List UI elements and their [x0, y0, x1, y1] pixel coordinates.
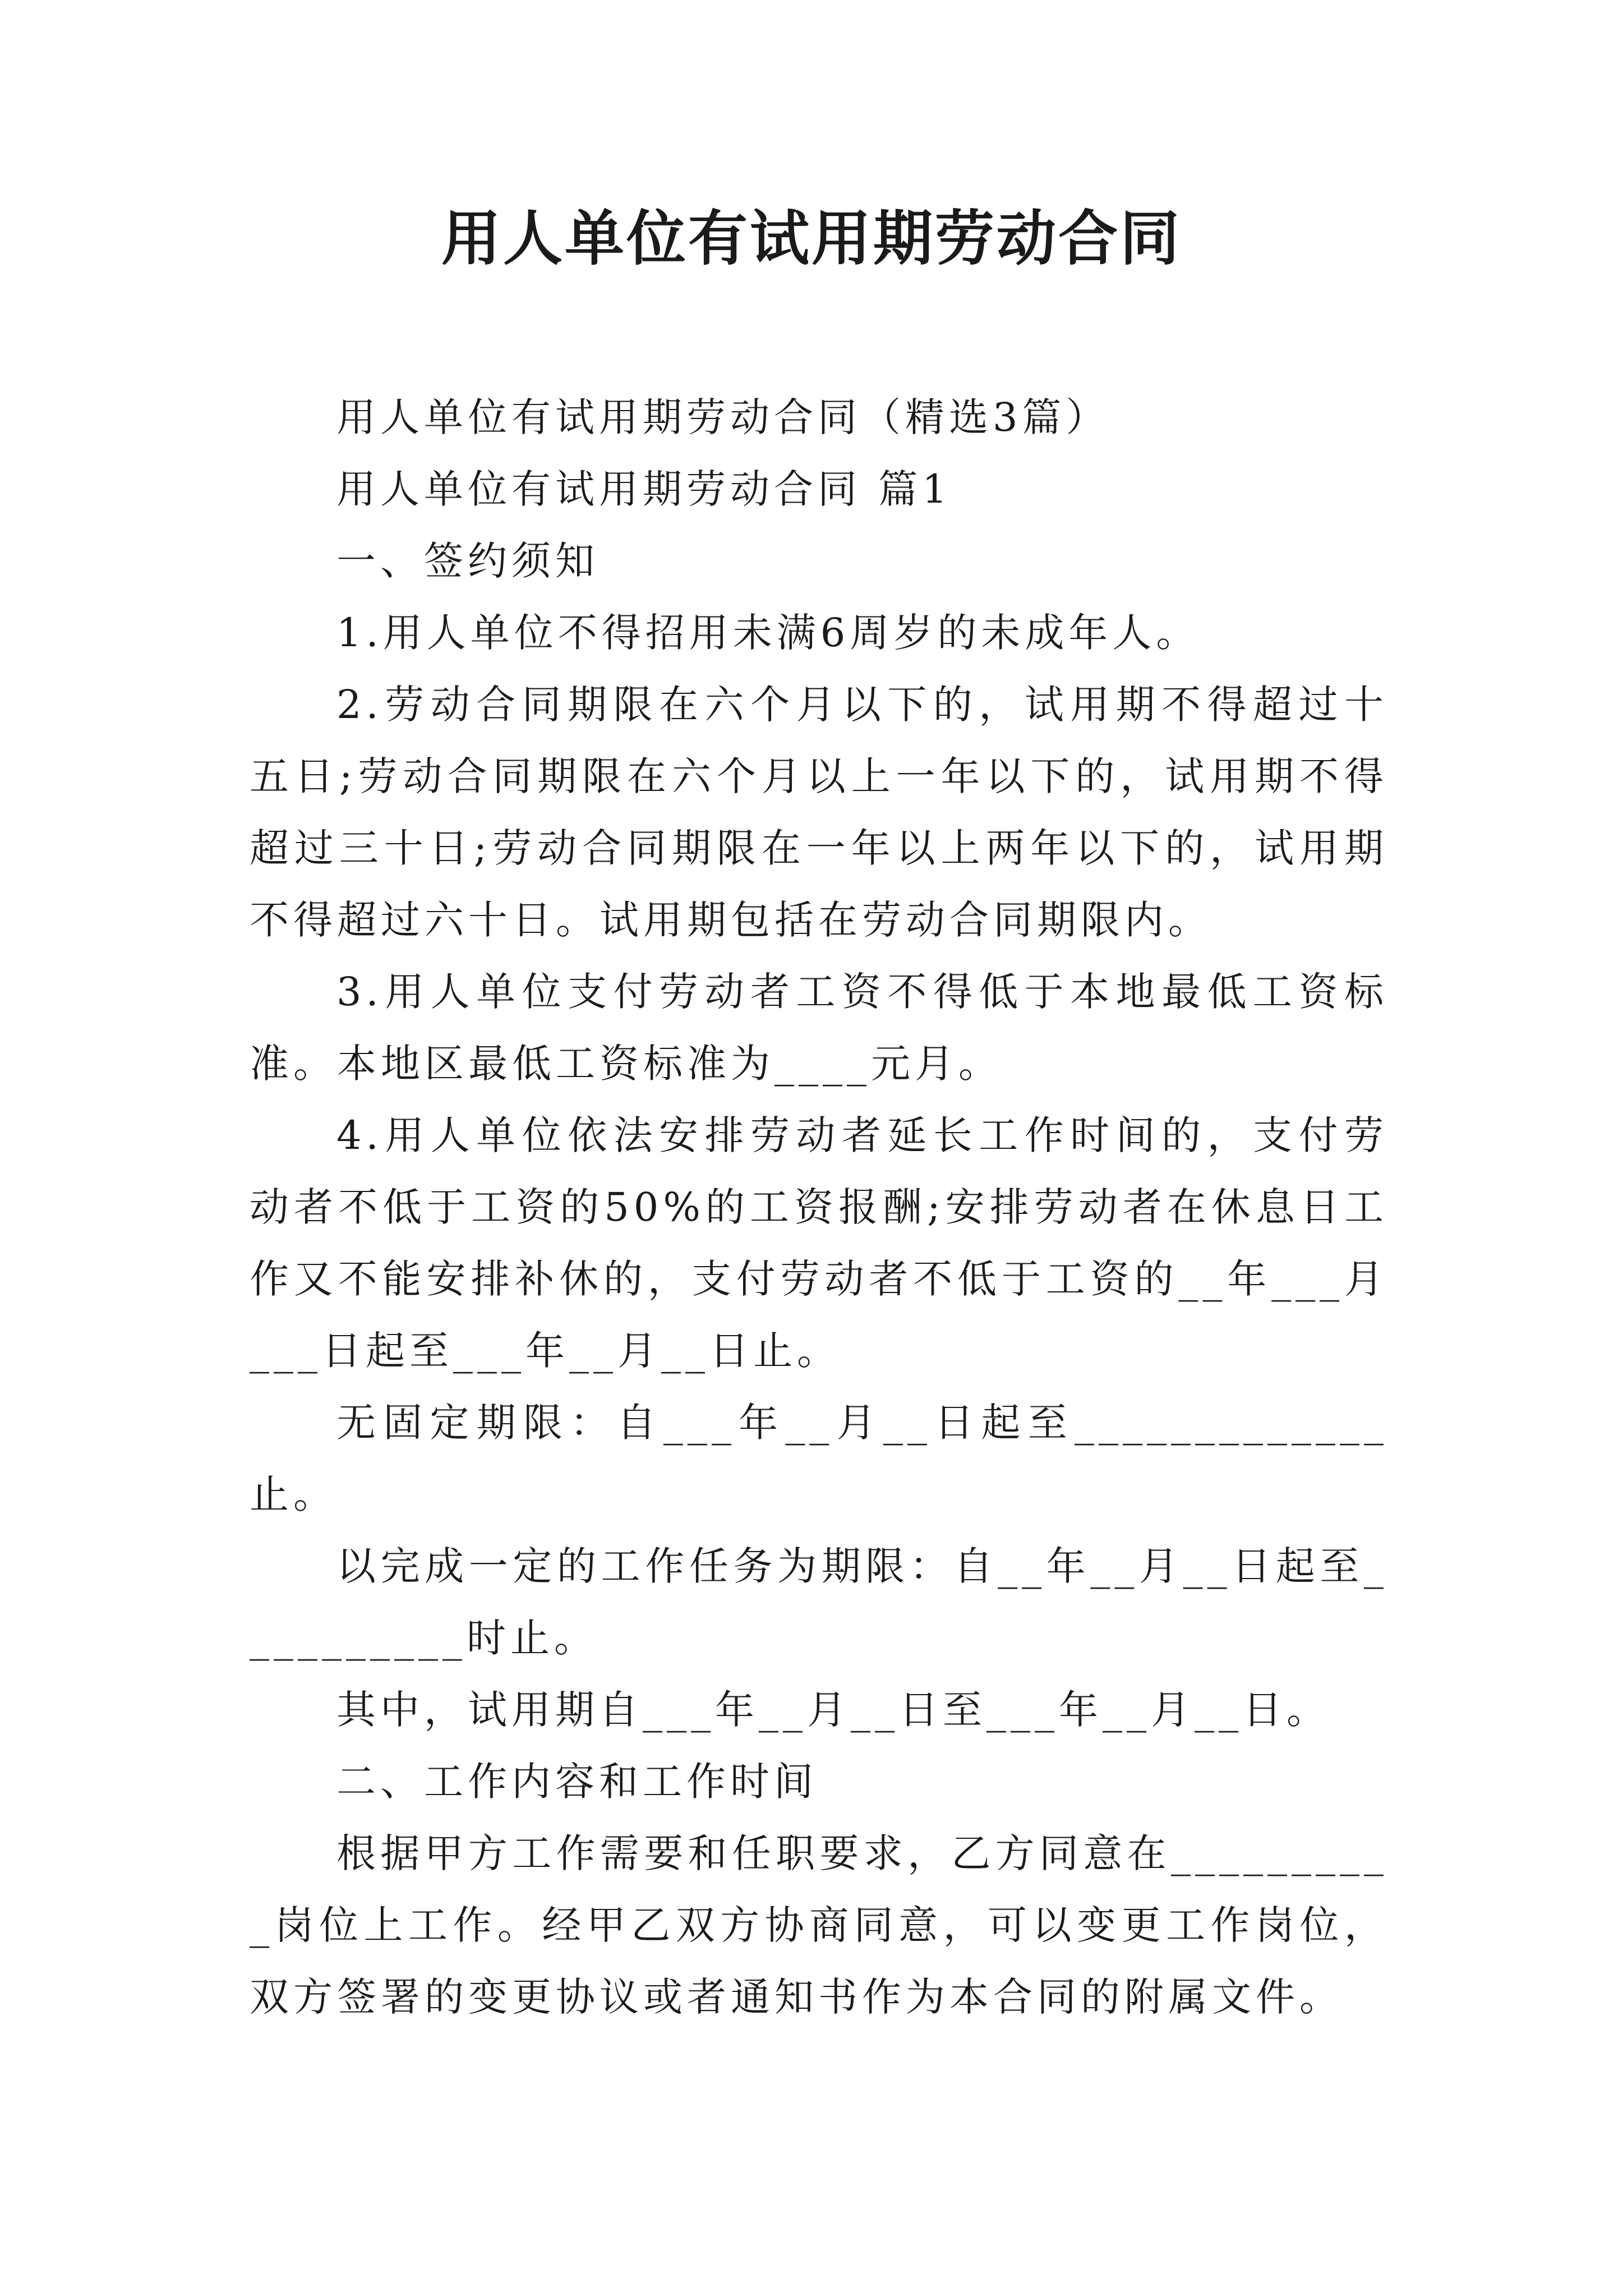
heading-selection: 用人单位有试用期劳动合同（精选3篇）	[336, 394, 1110, 440]
clause-2: 2.劳动合同期限在六个月以下的，试用期不得超过十五日;劳动合同期限在六个月以上一年以下的，试用期不得超过三十日;劳动合同期限在一年以上两年以下的，试用期不得超过六十日。试用期包括在劳动合同期限内。	[250, 682, 1388, 943]
term-task-based: 以完成一定的工作任务为期限：自__年__月__日起至__________时止。	[250, 1543, 1388, 1661]
clause-3: 3.用人单位支付劳动者工资不得低于本地最低工资标准。本地区最低工资标准为____元月。	[250, 969, 1388, 1087]
heading-part-1: 用人单位有试用期劳动合同 篇1	[336, 466, 952, 512]
section-heading-signing-notice: 一、签约须知	[336, 538, 599, 584]
clause-1: 1.用人单位不得招用未满6周岁的未成年人。	[336, 610, 1200, 656]
section-heading-work-content: 二、工作内容和工作时间	[336, 1759, 818, 1805]
term-indefinite: 无固定期限：自___年__月__日起至_____________止。	[250, 1400, 1388, 1517]
document-body	[250, 381, 1388, 2033]
document-title: 用人单位有试用期劳动合同	[441, 203, 1182, 273]
clause-4: 4.用人单位依法安排劳动者延长工作时间的，支付劳动者不低于工资的50%的工资报酬;安排劳动者在休息日工作又不能安排补休的，支付劳动者不低于工资的__年___月___日起至___年__月__日止。	[250, 1112, 1388, 1374]
probation-period: 其中，试用期自___年__月__日至___年__月__日。	[336, 1687, 1330, 1733]
work-position-clause: 根据甲方工作需要和任职要求，乙方同意在__________岗位上工作。经甲乙双方协商同意，可以变更工作岗位，双方签署的变更协议或者通知书作为本合同的附属文件。	[250, 1830, 1388, 2020]
